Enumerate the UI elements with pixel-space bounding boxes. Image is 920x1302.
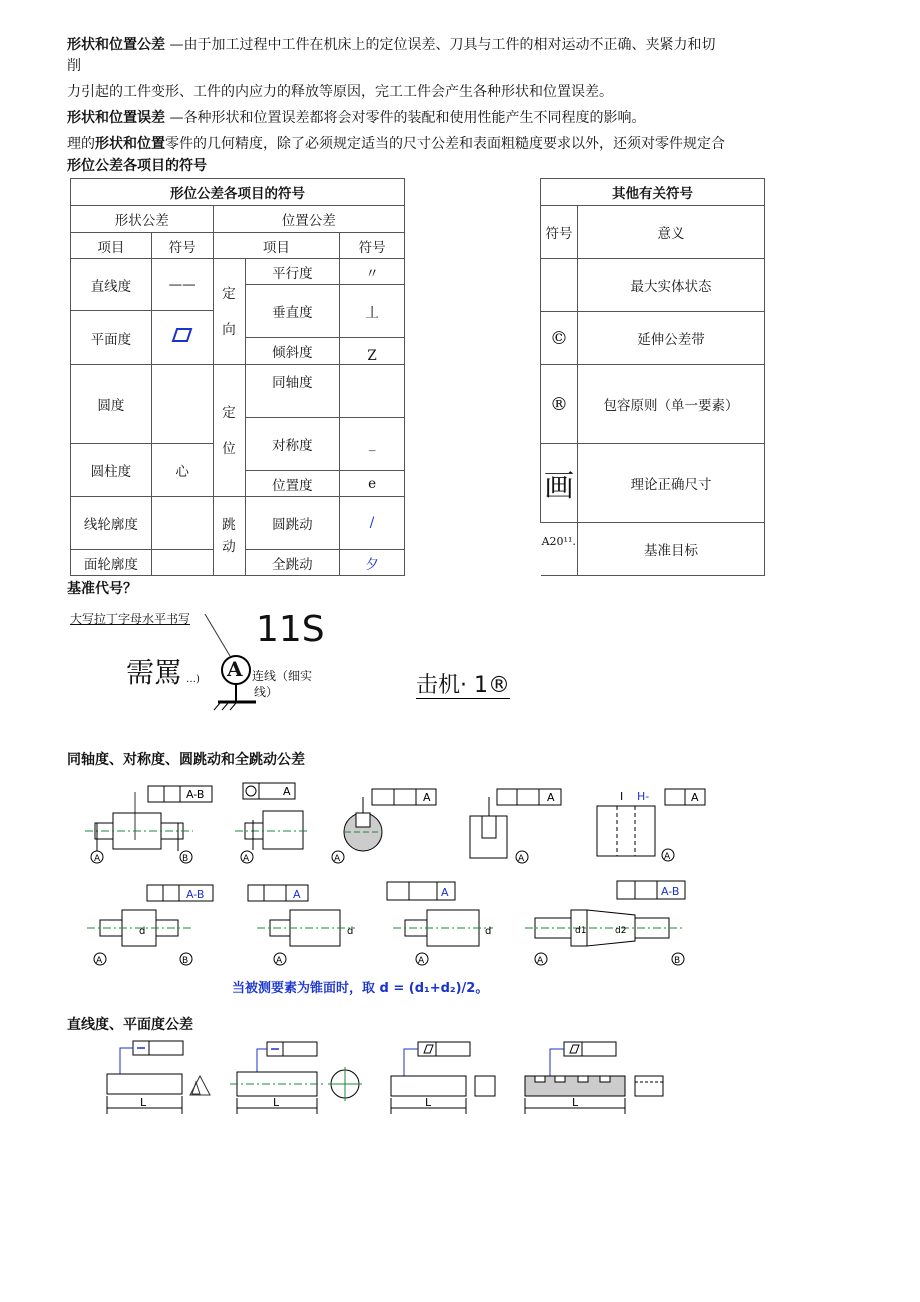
datum-label: A: [537, 956, 544, 966]
drawing-runout-3: [387, 882, 493, 965]
position-symbol: 〃: [340, 259, 405, 285]
position-symbol: 夕: [340, 550, 405, 576]
shape-item: 圆柱度: [71, 444, 152, 497]
datum-label: A: [418, 956, 425, 966]
shape-tolerance-header: 形状公差: [71, 206, 214, 233]
position-item: 同轴度: [245, 365, 340, 418]
label-h: H-: [637, 790, 650, 803]
hatch-1: [214, 703, 220, 710]
shape-symbol: ——: [151, 259, 213, 311]
datum-big-label: 11S: [256, 609, 325, 650]
datum-line-note-2: 线）: [254, 685, 279, 699]
flatness-symbol: [151, 311, 213, 365]
frame-label: A: [441, 886, 449, 899]
group-label: 定 位: [213, 365, 245, 497]
frame-label: A: [547, 791, 555, 804]
frame-label: A: [293, 888, 301, 901]
position-item: 圆跳动: [245, 497, 340, 550]
col-item-2: 项目: [213, 233, 340, 259]
intro-p3-text: —各种形状和位置误差都将会对零件的装配和使用性能产生不同程度的影响。: [165, 110, 646, 126]
table-caption: 形位公差各项目的符号: [67, 158, 207, 174]
frame-label: A: [691, 791, 699, 804]
dim-label: d1: [575, 926, 587, 936]
shape-item: 直线度: [71, 259, 152, 311]
drawing-straightness-1: [107, 1041, 210, 1114]
frame-label: A: [423, 791, 431, 804]
drawing-straightness-2: [230, 1042, 362, 1114]
col-symbol-2: 符号: [340, 233, 405, 259]
dim-label: d: [485, 926, 492, 937]
other-meaning: 包容原则（单一要素）: [577, 365, 764, 444]
tolerance-symbols-table: [70, 178, 405, 576]
position-item: 全跳动: [245, 550, 340, 576]
term-form-position-tolerance: 形状和位置公差: [67, 37, 165, 53]
position-item: 倾斜度: [245, 338, 340, 365]
length-label: L: [572, 1096, 579, 1109]
other-symbols-table: [540, 178, 765, 576]
datum-label: A: [94, 854, 101, 864]
table2-title: 其他有关符号: [541, 179, 765, 206]
col-symbol: 符号: [151, 233, 213, 259]
intro-p1-text: —由于加工过程中工件在机床上的定位误差、刀具与工件的相对运动不正确、夹紧力和切: [165, 37, 716, 53]
other-meaning: 延伸公差带: [577, 312, 764, 365]
group-label: 跳 动: [213, 497, 245, 576]
datum-label: A: [334, 854, 341, 864]
drawing-symmetry-block: [597, 789, 705, 861]
datum-label: B: [182, 956, 189, 966]
datum-label: A: [96, 956, 103, 966]
col-item: 项目: [71, 233, 152, 259]
datum-label: A: [243, 854, 250, 864]
datum-label: A: [518, 854, 525, 864]
datum-line-note: [252, 668, 312, 700]
shape-symbol: 心: [151, 444, 213, 497]
length-label: L: [140, 1096, 147, 1109]
shape-item: 圆度: [71, 365, 152, 444]
position-tolerance-header: 位置公差: [213, 206, 404, 233]
col-meaning: 意义: [577, 206, 764, 259]
drawing-runout-2: [248, 885, 355, 965]
intro-paragraph-1: [67, 35, 715, 55]
position-item: 垂直度: [245, 285, 340, 338]
other-meaning: 基准目标: [577, 523, 764, 576]
datum-right-text: [416, 668, 510, 699]
length-label: L: [273, 1096, 280, 1109]
position-item: 平行度: [245, 259, 340, 285]
parallelogram-icon: [171, 327, 193, 343]
other-symbol: A20¹¹.: [541, 523, 578, 576]
datum-right-text-value: 击机· 1®: [416, 673, 510, 698]
datum-label: B: [674, 956, 681, 966]
other-symbol: ©: [541, 312, 578, 365]
datum-note: 大写拉丁字母水平书写: [70, 612, 191, 626]
dim-label: d2: [615, 926, 627, 936]
other-symbol: ®: [541, 365, 578, 444]
intro-paragraph-2: 力引起的工件变形、工件的内应力的释放等原因，完工工件会产生各种形状和位置误差。: [67, 84, 613, 100]
position-symbol: Z: [340, 338, 405, 365]
datum-line-note-1: 连线（细实: [252, 669, 313, 683]
other-symbol: [541, 259, 578, 312]
datum-heading: 基准代号？: [67, 581, 137, 597]
term-form-position-error: 形状和位置误差: [67, 110, 165, 126]
datum-label: B: [182, 854, 189, 864]
frame-label: A-B: [186, 788, 205, 801]
col-symbol: 符号: [541, 206, 578, 259]
position-symbol: 丄: [340, 285, 405, 338]
other-symbol: 画: [541, 444, 578, 523]
length-label: L: [425, 1096, 432, 1109]
other-meaning: 理论正确尺寸: [577, 444, 764, 523]
shape-item: 线轮廓度: [71, 497, 152, 550]
hatch-2: [222, 703, 228, 710]
group-label: 定 向: [213, 259, 245, 365]
datum-dots: …): [186, 674, 200, 685]
table1-title: 形位公差各项目的符号: [71, 179, 405, 206]
hatch-3: [230, 703, 236, 710]
position-symbol: e: [340, 471, 405, 497]
other-meaning: 最大实体状态: [577, 259, 764, 312]
section2-heading: 同轴度、对称度、圆跳动和全跳动公差: [67, 752, 305, 768]
frame-label: A-B: [186, 888, 205, 901]
drawing-symmetry-circle: [332, 789, 436, 863]
intro-p4-overlap: [95, 136, 165, 152]
datum-left-text: 需罵: [126, 656, 183, 689]
dim-label: d: [347, 926, 354, 937]
shape-symbol: [151, 365, 213, 444]
intro-paragraph-4: [67, 134, 725, 154]
drawing-flatness-2: [525, 1042, 663, 1114]
shape-item: 面轮廓度: [71, 550, 152, 576]
drawing-flatness-1: [391, 1042, 495, 1114]
shape-symbol: [151, 550, 213, 576]
cone-note: 当被测要素为锥面时，取 d = (d₁+d₂)/2。: [232, 981, 489, 996]
position-symbol: /: [340, 497, 405, 550]
leader-line: [205, 614, 230, 656]
position-item: 位置度: [245, 471, 340, 497]
shape-symbol: [151, 497, 213, 550]
position-symbol: [340, 365, 405, 418]
label-i: I: [620, 790, 624, 803]
datum-label: A: [664, 852, 671, 862]
frame-label: A: [283, 785, 291, 798]
dim-label: d: [139, 926, 146, 937]
datum-circle-letter: A: [227, 657, 243, 681]
shape-item: 平面度: [71, 311, 152, 365]
intro-p4-overlap-text: 形状和位置: [95, 136, 165, 152]
intro-paragraph-1-cont: 削: [67, 58, 81, 74]
intro-paragraph-3: [67, 108, 645, 128]
position-symbol: _: [340, 418, 405, 471]
straightness-flatness-drawings: [100, 1038, 680, 1122]
datum-label: A: [276, 956, 283, 966]
position-item: 对称度: [245, 418, 340, 471]
intro-p4-a: 理的: [67, 136, 95, 152]
intro-p4-b: 零件的几何精度，除了必须规定适当的尺寸公差和表面粗糙度要求以外，还须对零件规定合: [165, 136, 725, 152]
drawing-coaxiality-2: [235, 783, 309, 863]
frame-label: A-B: [661, 885, 680, 898]
section3-heading: 直线度、平面度公差: [67, 1017, 193, 1033]
coaxiality-drawings: [75, 778, 715, 998]
